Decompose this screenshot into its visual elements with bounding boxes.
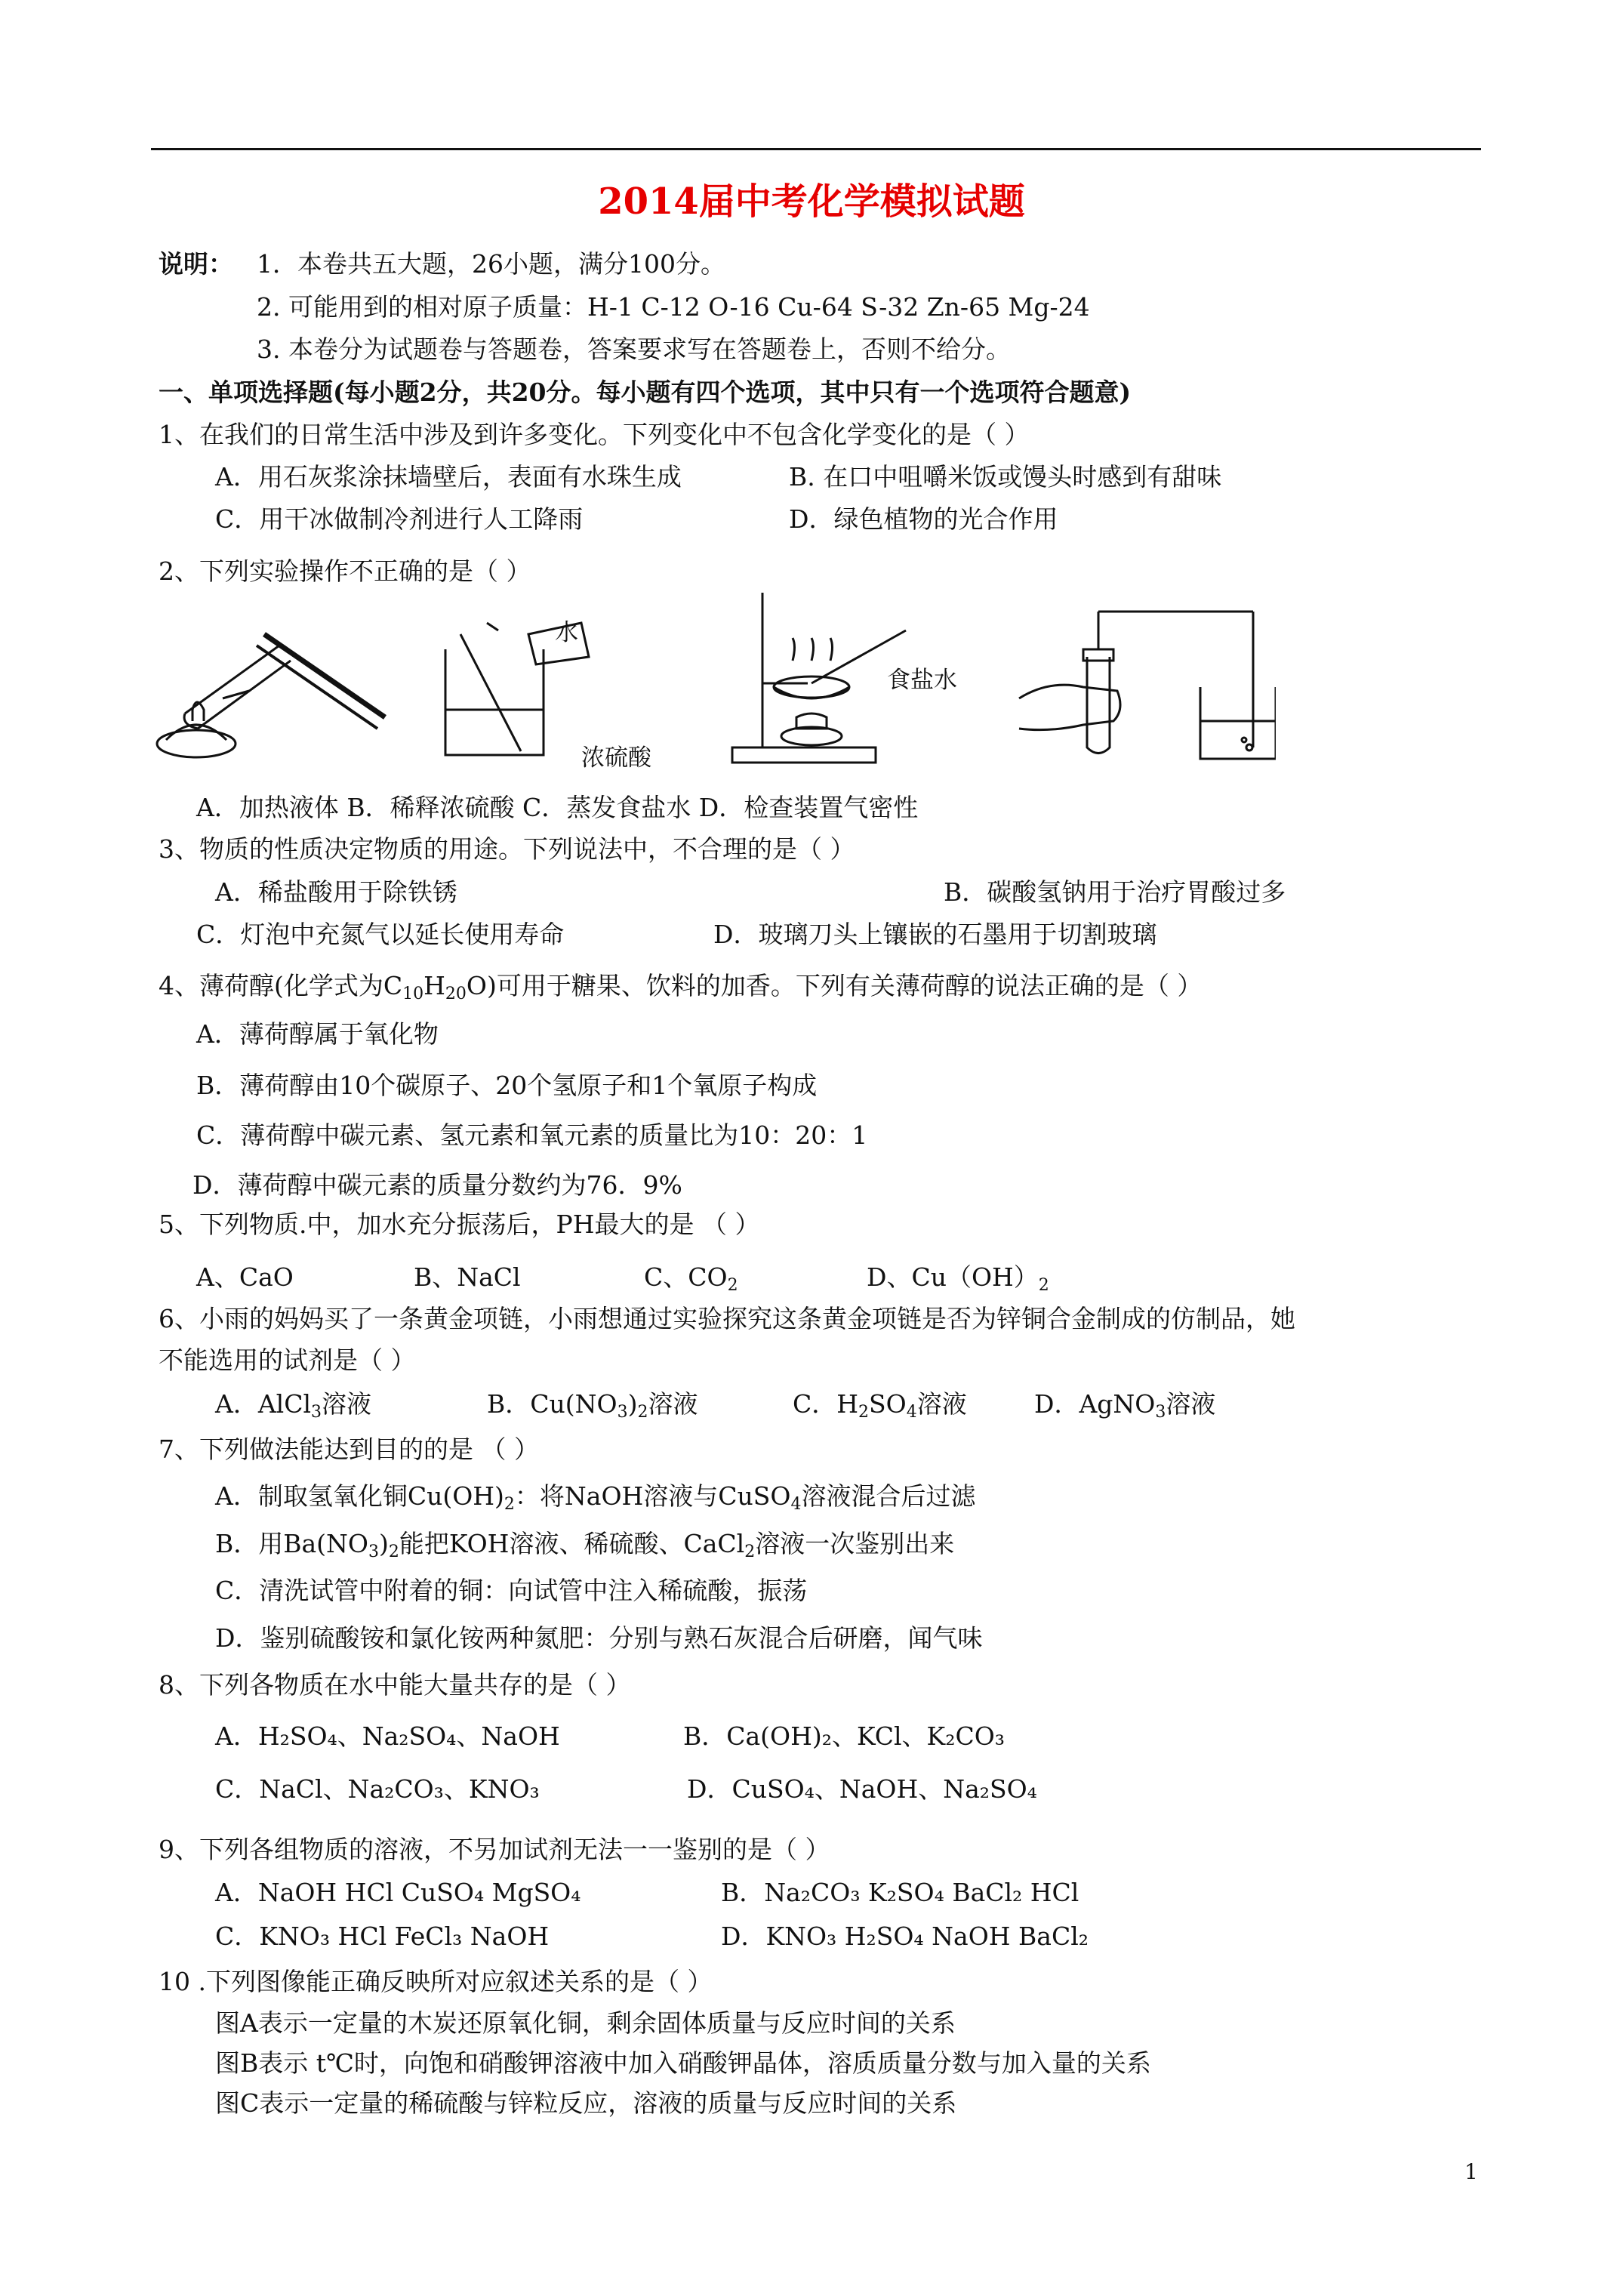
q3-option-a: A．稀盐酸用于除铁锈 bbox=[215, 877, 457, 907]
q7-option-b: B．用$Ba(NO_3)_2$能把KOH溶液、稀硫酸、CaCl$_2$溶液一次鉴别出来 bbox=[215, 1529, 955, 1561]
q8-option-d: D．CuSO₄、NaOH、Na₂SO₄ bbox=[687, 1774, 1037, 1804]
notes-label: 说明： bbox=[159, 249, 233, 279]
q2-stem: 2、下列实验操作不正确的是（ ） bbox=[159, 556, 531, 586]
q10-figure-b-desc: 图B表示 t℃时，向饱和硝酸钾溶液中加入硝酸钾晶体，溶质质量分数与加入量的关系 bbox=[215, 2048, 1151, 2078]
top-rule bbox=[151, 148, 1481, 150]
q5-option-a: A、CaO bbox=[196, 1262, 294, 1292]
figure-airtightness bbox=[1004, 596, 1276, 770]
q9-option-b: B．Na₂CO₃ K₂SO₄ BaCl₂ HCl bbox=[721, 1878, 1079, 1907]
figure-heating-liquid bbox=[151, 604, 393, 770]
q7-stem: 7、下列做法能达到目的的是 （ ） bbox=[159, 1435, 539, 1464]
q9-option-a: A．NaOH HCl CuSO₄ MgSO₄ bbox=[215, 1878, 581, 1907]
q6-stem-line1: 6、小雨的妈妈买了一条黄金项链，小雨想通过实验探究这条黄金项链是否为锌铜合金制成的仿制品，她 bbox=[159, 1304, 1295, 1333]
label-salt-water: 食盐水 bbox=[887, 667, 957, 694]
q8-option-b: B．Ca(OH)₂、KCl、K₂CO₃ bbox=[683, 1721, 1005, 1751]
q10-figure-c-desc: 图C表示一定量的稀硫酸与锌粒反应，溶液的质量与反应时间的关系 bbox=[215, 2088, 957, 2118]
q8-stem: 8、下列各物质在水中能大量共存的是（ ） bbox=[159, 1670, 631, 1700]
section-heading: 一、单项选择题(每小题2分，共20分。每小题有四个选项，其中只有一个选项符合题意) bbox=[159, 378, 1132, 407]
q9-option-c: C．KNO₃ HCl FeCl₃ NaOH bbox=[215, 1922, 550, 1951]
q9-option-d: D．KNO₃ H₂SO₄ NaOH BaCl₂ bbox=[721, 1922, 1089, 1951]
q6-option-b: B．$Cu(NO_3)_2$溶液 bbox=[487, 1389, 698, 1422]
q3-stem: 3、物质的性质决定物质的用途。下列说法中，不合理的是（ ） bbox=[159, 834, 855, 864]
q6-option-c: C．$H_2SO_4$溶液 bbox=[793, 1389, 967, 1422]
q5-option-d: D、$Cu(OH)_2$ bbox=[867, 1262, 1049, 1295]
q9-stem: 9、下列各组物质的溶液，不另加试剂无法一一鉴别的是（ ） bbox=[159, 1835, 830, 1864]
q7-option-a: A．制取氢氧化铜$Cu(OH)_2$：将NaOH溶液与CuSO$_4$溶液混合后过滤 bbox=[215, 1481, 976, 1514]
note-1: 1．本卷共五大题，26小题，满分100分。 bbox=[257, 249, 725, 279]
note-2: 2. 可能用到的相对原子质量：H-1 C-12 O-16 Cu-64 S-32 Zn-65 Mg-24 bbox=[257, 292, 1090, 322]
label-water: 水 bbox=[555, 619, 578, 646]
q6-stem-line2: 不能选用的试剂是（ ） bbox=[159, 1345, 416, 1375]
q6-option-d: D．AgNO$_3$溶液 bbox=[1034, 1389, 1216, 1422]
q1-option-d: D．绿色植物的光合作用 bbox=[789, 504, 1058, 534]
q4-stem: 4、薄荷醇(化学式为$C_{10}H_{20}O$)可用于糖果、饮料的加香。下列有关薄荷醇的说法正确的是（ ） bbox=[159, 971, 1203, 1003]
q8-option-c: C．NaCl、Na₂CO₃、KNO₃ bbox=[215, 1774, 540, 1804]
q5-stem: 5、下列物质.中，加水充分振荡后，PH最大的是 （ ） bbox=[159, 1210, 760, 1239]
q10-stem: 10 .下列图像能正确反映所对应叙述关系的是（ ） bbox=[159, 1967, 713, 1996]
note-3: 3. 本卷分为试题卷与答题卷，答案要求写在答题卷上，否则不给分。 bbox=[257, 334, 1011, 364]
q2-options: A．加热液体 B．稀释浓硫酸 C．蒸发食盐水 D．检查装置气密性 bbox=[196, 793, 919, 822]
q10-figure-a-desc: 图A表示一定量的木炭还原氧化铜，剩余固体质量与反应时间的关系 bbox=[215, 2008, 956, 2038]
q1-option-a: A．用石灰浆涂抹墙壁后，表面有水珠生成 bbox=[215, 462, 682, 492]
q6-option-a: A．AlCl$_3$溶液 bbox=[215, 1389, 372, 1422]
q8-option-a: A．H₂SO₄、Na₂SO₄、NaOH bbox=[215, 1721, 560, 1751]
q5-option-b: B、NaCl bbox=[414, 1262, 521, 1292]
q4-option-d: D．薄荷醇中碳元素的质量分数约为76．9% bbox=[192, 1170, 682, 1200]
q7-option-c: C．清洗试管中附着的铜：向试管中注入稀硫酸，振荡 bbox=[215, 1576, 808, 1605]
q4-option-a: A．薄荷醇属于氧化物 bbox=[196, 1019, 439, 1049]
page-number: 1 bbox=[1464, 2159, 1478, 2184]
q1-stem: 1、在我们的日常生活中涉及到许多变化。下列变化中不包含化学变化的是（ ） bbox=[159, 420, 1030, 449]
q3-option-b: B．碳酸氢钠用于治疗胃酸过多 bbox=[944, 877, 1286, 907]
q3-option-c: C．灯泡中充氮气以延长使用寿命 bbox=[196, 920, 565, 949]
q1-option-c: C．用干冰做制冷剂进行人工降雨 bbox=[215, 504, 584, 534]
q4-option-c: C．薄荷醇中碳元素、氢元素和氧元素的质量比为10：20：1 bbox=[196, 1120, 868, 1150]
q1-option-b: B. 在口中咀嚼米饭或馒头时感到有甜味 bbox=[789, 462, 1222, 492]
q5-option-c: C、$CO_2$ bbox=[644, 1262, 738, 1295]
q7-option-d: D．鉴别硫酸铵和氯化铵两种氮肥：分别与熟石灰混合后研磨，闻气味 bbox=[215, 1623, 983, 1653]
q4-option-b: B．薄荷醇由10个碳原子、20个氢原子和1个氧原子构成 bbox=[196, 1071, 818, 1100]
q3-option-d: D．玻璃刀头上镶嵌的石墨用于切割玻璃 bbox=[713, 920, 1157, 949]
label-conc-acid: 浓硫酸 bbox=[581, 744, 651, 772]
page-title: 2014届中考化学模拟试题 bbox=[598, 180, 1025, 223]
